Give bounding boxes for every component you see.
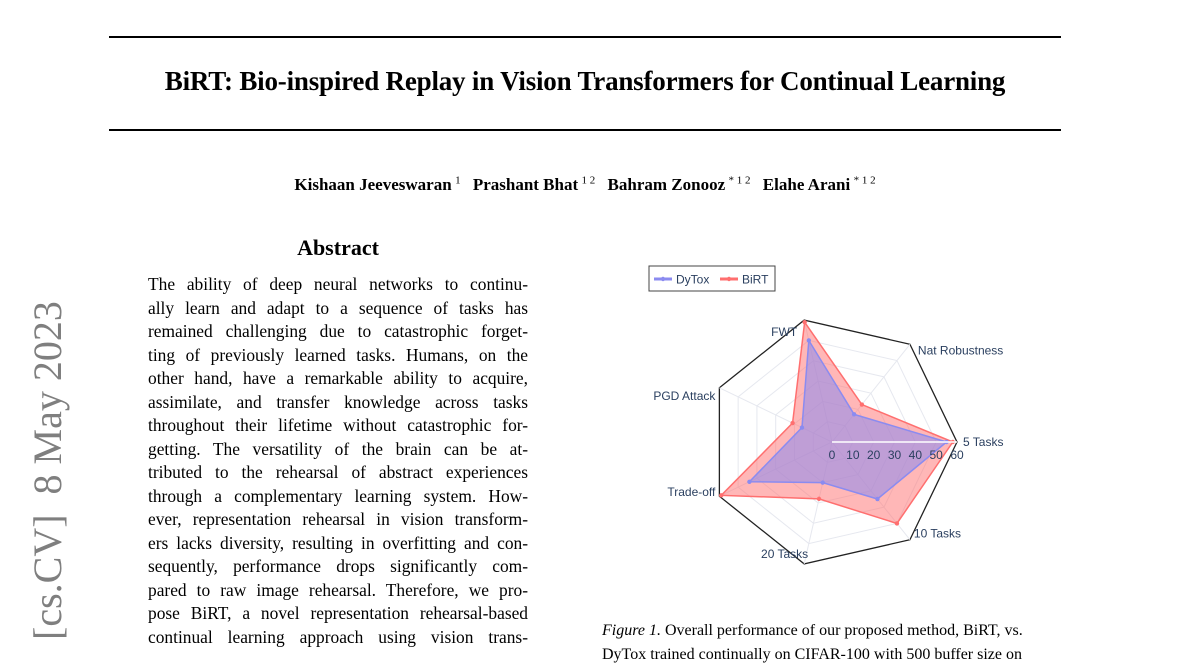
abstract-line: getting. The versatility of the brain can be at- (148, 438, 528, 459)
axis-label: Nat Robustness (917, 343, 1004, 358)
author-list (109, 174, 1061, 195)
data-point-dytox (807, 338, 811, 342)
radial-tick-label: 40 (908, 448, 923, 462)
abstract-line: other hand, have a remarkable ability to acquire, (148, 368, 528, 388)
arxiv-stamp: [cs.CV] 8 May 2023 (25, 301, 70, 640)
abstract-line: continual learning approach using vision trans- (148, 626, 528, 647)
abstract-line: remained challenging due to catastrophic forget- (148, 321, 528, 341)
abstract-line: ting of previously learned tasks. Humans, on the (148, 344, 528, 365)
radial-tick-label: 20 (866, 448, 881, 462)
caption-line: DyTox trained continually on CIFAR-100 with 500 buffer size on (602, 646, 1022, 663)
legend-marker-dytox (661, 277, 665, 281)
data-point-birt (895, 521, 899, 525)
author-2 (473, 175, 595, 194)
data-point-dytox (821, 480, 825, 484)
data-point-birt (790, 421, 794, 425)
abstract-line: pared to raw image rehearsal. Therefore, we pro- (148, 579, 528, 600)
axis-label: PGD Attack (653, 388, 716, 403)
data-point-birt (802, 320, 806, 324)
abstract-line: The ability of deep neural networks to continu- (148, 274, 528, 294)
caption-text: Overall performance of our proposed method, BiRT, vs. (664, 622, 1023, 639)
abstract-line: through a complementary learning system. How- (148, 485, 528, 506)
axis-label: 20 Tasks (761, 546, 809, 561)
data-point-birt (719, 493, 723, 497)
author-affiliation: * 1 2 (853, 174, 876, 186)
abstract-line: pose BiRT, a novel representation rehearsal-based (148, 603, 528, 623)
abstract-line: ally learn and adapt to a sequence of tasks has (148, 297, 528, 318)
abstract-heading: Abstract (297, 235, 379, 260)
author-name: Prashant Bhat (472, 174, 579, 194)
author-affiliation: * 1 2 (728, 174, 751, 186)
abstract-body (148, 273, 528, 649)
author-affiliation: 1 (455, 174, 461, 186)
abstract-line: ers lacks diversity, resulting in overfitting and con- (148, 532, 528, 553)
radial-tick-label: 10 (846, 448, 860, 462)
radial-tick-label: 60 (950, 448, 964, 462)
caption-label: Figure 1. (602, 622, 661, 639)
radar-chart (600, 255, 1070, 595)
author-name: Elahe Arani (762, 174, 851, 194)
legend-marker-birt (727, 277, 731, 281)
abstract-line: ever, representation rehearsal in vision transform- (148, 509, 528, 529)
legend-label: BiRT (742, 272, 769, 287)
radial-tick-label: 0 (828, 448, 836, 462)
radial-tick-label: 30 (887, 448, 902, 462)
data-point-birt (817, 497, 821, 501)
axis-label: 5 Tasks (963, 435, 1004, 449)
author-4 (763, 175, 876, 194)
title-bottom-rule (109, 129, 1061, 131)
paper-title: BiRT: Bio-inspired Replay in Vision Transformers for Continual Learning (164, 66, 1006, 96)
data-point-dytox (875, 497, 879, 501)
data-point-birt (860, 402, 864, 406)
author-name: Kishaan Jeeveswaran (294, 174, 452, 194)
abstract-line: assimilate, and transfer knowledge across tasks (148, 391, 528, 412)
radial-tick-label: 50 (929, 448, 943, 462)
data-point-dytox (800, 425, 804, 429)
author-name: Bahram Zonooz (607, 174, 726, 194)
axis-label: 10 Tasks (913, 526, 962, 541)
legend-label: DyTox (676, 272, 710, 287)
figure-caption (602, 619, 1070, 667)
abstract-line: sequently, performance drops significantly com- (148, 556, 528, 576)
title-top-rule (109, 36, 1061, 38)
axis-label: Trade-off (667, 485, 716, 500)
author-1 (294, 175, 460, 194)
caption-line (602, 619, 1070, 643)
axis-label: FWT (771, 325, 798, 340)
abstract-line: tributed to the rehearsal of abstract experiences (148, 462, 528, 482)
data-point-dytox (852, 412, 856, 416)
data-point-dytox (747, 480, 751, 484)
abstract-line: throughout their lifetime without catastrophic for- (148, 415, 528, 435)
author-affiliation: 1 2 (581, 174, 596, 186)
author-3 (608, 175, 751, 194)
